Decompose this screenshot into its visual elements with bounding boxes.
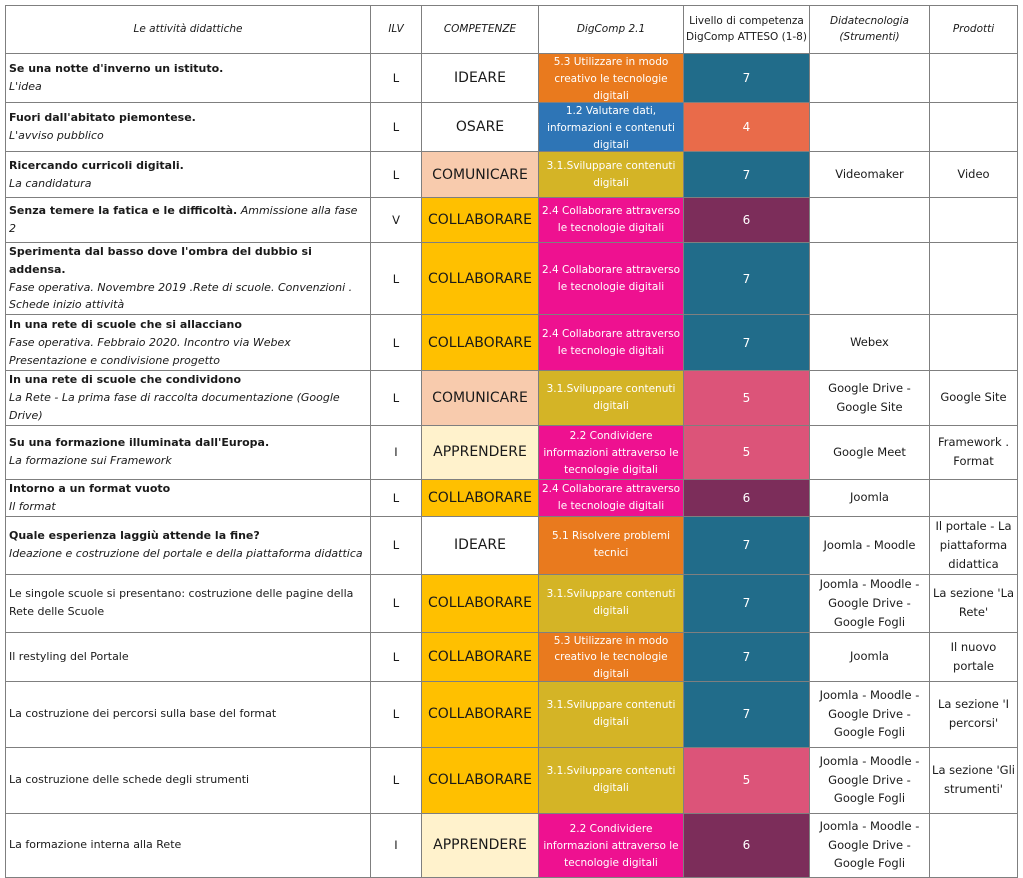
activity-cell — [6, 103, 371, 152]
activity-cell — [6, 574, 371, 632]
digcomp-text: 2.2 Condividere informazioni attraverso le tecnologie digitali — [543, 430, 679, 476]
activity-title: In una rete di scuole che si allacciano — [9, 318, 242, 332]
livello-cell: 4 — [684, 103, 810, 152]
strumenti-cell: Joomla - Moodle — [810, 516, 930, 574]
ilv-cell: I — [371, 425, 422, 479]
livello-cell: 6 — [684, 198, 810, 243]
competenza-cell: COMUNICARE — [422, 371, 539, 425]
competenza-cell: COLLABORARE — [422, 479, 539, 516]
ilv-cell: L — [371, 516, 422, 574]
strumenti-cell: Google Meet — [810, 425, 930, 479]
digcomp-cell — [539, 54, 684, 103]
digcomp-text: 5.1 Risolvere problemi tecnici — [552, 530, 670, 560]
competenza-cell: APPRENDERE — [422, 425, 539, 479]
activity-title: Se una notte d'inverno un istituto. — [9, 62, 224, 76]
activity-title: La formazione interna alla Rete — [9, 838, 182, 852]
table-row — [6, 371, 1018, 425]
table-row — [6, 681, 1018, 747]
competenza-cell: COLLABORARE — [422, 632, 539, 681]
strumenti-cell: Joomla — [810, 632, 930, 681]
table-row — [6, 54, 1018, 103]
digcomp-text: 2.4 Collaborare attraverso le tecnologie digitali — [541, 263, 681, 293]
digcomp-text: 3.1.Sviluppare contenuti digitali — [546, 383, 676, 412]
activity-subtitle: L'idea — [9, 80, 42, 93]
digcomp-text: 5.3 Utilizzare in modo creativo le tecnologie digitali — [553, 634, 669, 681]
table-row — [6, 479, 1018, 516]
livello-cell: 6 — [684, 479, 810, 516]
digcomp-text: 3.1.Sviluppare contenuti digitali — [546, 699, 676, 728]
activity-cell — [6, 747, 371, 813]
competenza-cell: OSARE — [422, 103, 539, 152]
prodotti-cell: Il nuovo portale — [930, 632, 1018, 681]
strumenti-cell: Joomla - Moodle - Google Drive - Google Fogli — [810, 747, 930, 813]
digcomp-cell — [539, 371, 684, 425]
activity-cell — [6, 54, 371, 103]
ilv-cell: L — [371, 315, 422, 371]
digcomp-cell — [539, 315, 684, 371]
table-row — [6, 813, 1018, 877]
prodotti-cell: Google Site — [930, 371, 1018, 425]
digcomp-cell — [539, 479, 684, 516]
table-row — [6, 243, 1018, 315]
digcomp-cell — [539, 103, 684, 152]
digcomp-text: 2.4 Collaborare attraverso le tecnologie digitali — [541, 327, 681, 357]
livello-cell: 7 — [684, 574, 810, 632]
prodotti-cell — [930, 813, 1018, 877]
prodotti-cell — [930, 198, 1018, 243]
strumenti-cell — [810, 198, 930, 243]
competenza-cell: IDEARE — [422, 54, 539, 103]
livello-cell: 6 — [684, 813, 810, 877]
activity-subtitle: La formazione sui Framework — [9, 454, 172, 468]
table-row — [6, 632, 1018, 681]
digcomp-text: 2.4 Collaborare attraverso le tecnologie digitali — [541, 482, 681, 512]
prodotti-cell: La sezione 'Gli strumenti' — [930, 747, 1018, 813]
activity-title: Le singole scuole si presentano: costruzione delle pagine della Rete delle Scuole — [9, 587, 354, 619]
livello-cell: 5 — [684, 425, 810, 479]
header-livello-line2: DigComp ATTESO (1-8) — [686, 30, 807, 43]
strumenti-cell: Google Drive - Google Site — [810, 371, 930, 425]
prodotti-cell — [930, 479, 1018, 516]
activity-title: Il restyling del Portale — [9, 649, 129, 663]
activity-cell — [6, 243, 371, 315]
table-row — [6, 747, 1018, 813]
table-row — [6, 152, 1018, 198]
header-didatecnologia — [810, 6, 930, 54]
table-row — [6, 103, 1018, 152]
strumenti-cell — [810, 243, 930, 315]
digcomp-cell — [539, 632, 684, 681]
strumenti-cell: Joomla - Moodle - Google Drive - Google Fogli — [810, 813, 930, 877]
livello-cell: 7 — [684, 315, 810, 371]
header-digcomp: DigComp 2.1 — [539, 6, 684, 54]
table-row — [6, 425, 1018, 479]
activity-cell — [6, 516, 371, 574]
digcomp-cell — [539, 681, 684, 747]
activity-title: La costruzione delle schede degli strumenti — [9, 773, 250, 787]
livello-cell: 7 — [684, 632, 810, 681]
ilv-cell: L — [371, 479, 422, 516]
activities-table-container — [5, 5, 1018, 878]
activity-subtitle: La Rete - La prima fase di raccolta documentazione (Google Drive) — [9, 391, 340, 422]
competenza-cell: COLLABORARE — [422, 243, 539, 315]
livello-cell: 7 — [684, 54, 810, 103]
activity-title: Fuori dall'abitato piemontese. — [9, 111, 196, 125]
prodotti-cell: Framework . Format — [930, 425, 1018, 479]
competenza-cell: COLLABORARE — [422, 315, 539, 371]
livello-cell: 7 — [684, 152, 810, 198]
digcomp-cell — [539, 198, 684, 243]
livello-cell: 5 — [684, 371, 810, 425]
activity-subtitle: Fase operativa. Novembre 2019 .Rete di scuole. Convenzioni . Schede inizio attività — [9, 280, 353, 312]
header-ilv: ILV — [371, 6, 422, 54]
activity-cell — [6, 632, 371, 681]
prodotti-cell — [930, 54, 1018, 103]
digcomp-text: 5.3 Utilizzare in modo creativo le tecnologie digitali — [553, 56, 669, 102]
ilv-cell: L — [371, 574, 422, 632]
competenza-cell: COLLABORARE — [422, 574, 539, 632]
digcomp-text: 2.2 Condividere informazioni attraverso le tecnologie digitali — [543, 823, 679, 869]
prodotti-cell — [930, 103, 1018, 152]
competenza-cell: APPRENDERE — [422, 813, 539, 877]
activity-cell — [6, 479, 371, 516]
activity-cell — [6, 681, 371, 747]
header-prodotti: Prodotti — [930, 6, 1018, 54]
activity-cell — [6, 198, 371, 243]
livello-cell: 7 — [684, 681, 810, 747]
header-didatecnologia-line1: Didatecnologia — [830, 15, 909, 28]
digcomp-cell — [539, 425, 684, 479]
activity-cell — [6, 813, 371, 877]
strumenti-cell — [810, 103, 930, 152]
ilv-cell: L — [371, 371, 422, 425]
header-livello — [684, 6, 810, 54]
digcomp-text: 2.4 Collaborare attraverso le tecnologie digitali — [541, 205, 681, 234]
activity-title: Intorno a un format vuoto — [9, 481, 171, 495]
digcomp-cell — [539, 243, 684, 315]
header-competenze: COMPETENZE — [422, 6, 539, 54]
activity-subtitle: Ideazione e costruzione del portale e della piattaforma didattica — [9, 547, 363, 561]
competenza-cell: COLLABORARE — [422, 681, 539, 747]
table-row — [6, 315, 1018, 371]
activity-cell — [6, 152, 371, 198]
ilv-cell: L — [371, 103, 422, 152]
activity-title: Su una formazione illuminata dall'Europa. — [9, 436, 270, 450]
livello-cell: 7 — [684, 243, 810, 315]
activity-cell — [6, 371, 371, 425]
competenza-cell: COLLABORARE — [422, 747, 539, 813]
prodotti-cell: Video — [930, 152, 1018, 198]
digcomp-cell — [539, 747, 684, 813]
digcomp-text: 3.1.Sviluppare contenuti digitali — [546, 588, 676, 618]
activity-title: In una rete di scuole che condividono — [9, 373, 242, 387]
strumenti-cell: Videomaker — [810, 152, 930, 198]
strumenti-cell: Joomla — [810, 479, 930, 516]
activity-cell — [6, 315, 371, 371]
prodotti-cell — [930, 315, 1018, 371]
strumenti-cell: Joomla - Moodle - Google Drive - Google Fogli — [810, 681, 930, 747]
strumenti-cell — [810, 54, 930, 103]
activities-table — [5, 5, 1018, 878]
strumenti-cell: Joomla - Moodle - Google Drive - Google Fogli — [810, 574, 930, 632]
ilv-cell: L — [371, 243, 422, 315]
livello-cell: 7 — [684, 516, 810, 574]
activity-title: Ricercando curricoli digitali. — [9, 158, 184, 172]
activity-title: Senza temere la fatica e le difficoltà. — [9, 204, 238, 218]
prodotti-cell — [930, 243, 1018, 315]
table-body — [6, 54, 1018, 878]
prodotti-cell: Il portale - La piattaforma didattica — [930, 516, 1018, 574]
competenza-cell: COLLABORARE — [422, 198, 539, 243]
activity-subtitle: L'avviso pubblico — [9, 129, 104, 142]
activity-cell — [6, 425, 371, 479]
ilv-cell: I — [371, 813, 422, 877]
ilv-cell: L — [371, 54, 422, 103]
digcomp-text: 1.2 Valutare dati, informazioni e contenuti digitali — [547, 105, 675, 151]
competenza-cell: COMUNICARE — [422, 152, 539, 198]
strumenti-cell: Webex — [810, 315, 930, 371]
table-row — [6, 198, 1018, 243]
digcomp-cell — [539, 813, 684, 877]
header-attivita: Le attività didattiche — [6, 6, 371, 54]
prodotti-cell: La sezione 'La Rete' — [930, 574, 1018, 632]
table-row — [6, 574, 1018, 632]
header-row — [6, 6, 1018, 54]
activity-subtitle: Il format — [9, 499, 56, 513]
competenza-cell: IDEARE — [422, 516, 539, 574]
ilv-cell: L — [371, 747, 422, 813]
activity-inline-subtitle: Ammissione alla fase 2 — [9, 204, 358, 235]
ilv-cell: L — [371, 632, 422, 681]
header-didatecnologia-line2: (Strumenti) — [839, 30, 900, 43]
activity-subtitle: Fase operativa. Febbraio 2020. Incontro via Webex Presentazione e condivisione progetto — [9, 335, 291, 367]
digcomp-cell — [539, 516, 684, 574]
livello-cell: 5 — [684, 747, 810, 813]
activity-title: Quale esperienza laggiù attende la fine? — [9, 529, 260, 543]
digcomp-text: 3.1.Sviluppare contenuti digitali — [546, 765, 676, 794]
activity-subtitle: La candidatura — [9, 176, 92, 190]
prodotti-cell: La sezione 'I percorsi' — [930, 681, 1018, 747]
digcomp-text: 3.1.Sviluppare contenuti digitali — [546, 159, 676, 189]
ilv-cell: L — [371, 152, 422, 198]
ilv-cell: V — [371, 198, 422, 243]
activity-title: La costruzione dei percorsi sulla base del format — [9, 707, 277, 721]
digcomp-cell — [539, 152, 684, 198]
table-row — [6, 516, 1018, 574]
ilv-cell: L — [371, 681, 422, 747]
activity-title: Sperimenta dal basso dove l'ombra del dubbio si addensa. — [9, 245, 312, 276]
digcomp-cell — [539, 574, 684, 632]
header-livello-line1: Livello di competenza — [689, 15, 804, 28]
